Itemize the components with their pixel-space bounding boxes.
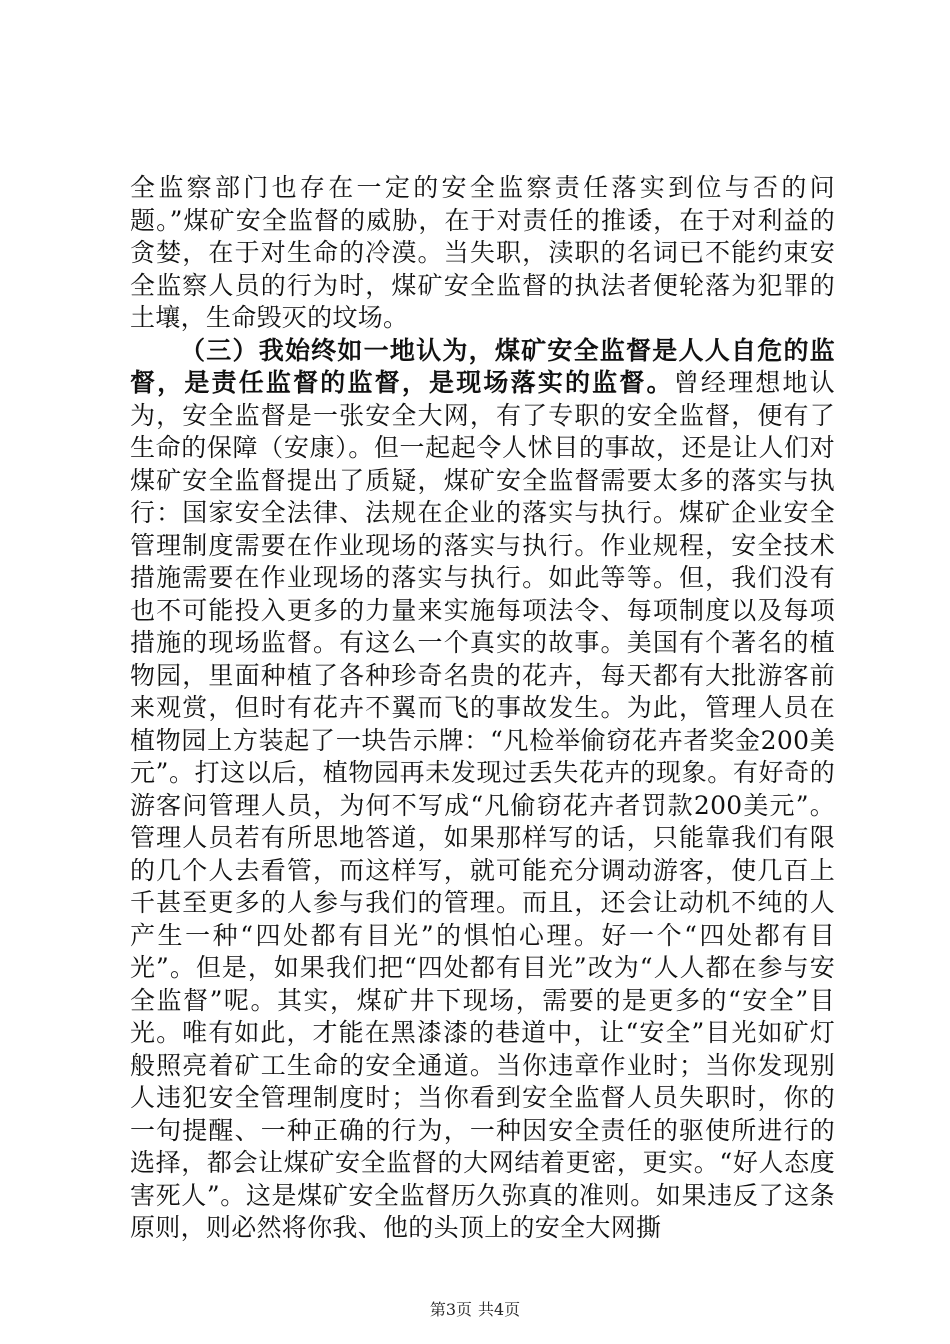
page-number: 第3页: [429, 1300, 472, 1319]
document-body: [130, 172, 835, 1245]
paragraph-1: 全监察部门也存在一定的安全监察责任落实到位与否的问题。”煤矿安全监督的威胁，在于对责任的推诿，在于对利益的贪婪，在于对生命的冷漠。当失职，渎职的名词已不能约束安全监察人员的行为时，煤矿安全监督的执法者便轮落为犯罪的土壤，生命毁灭的坟场。: [130, 173, 835, 332]
page-total: 共4页: [478, 1300, 521, 1319]
paragraph-2: [130, 335, 835, 1245]
paragraph-2-body: 曾经理想地认为，安全监督是一张安全大网，有了专职的安全监督，便有了生命的保障（安康）。但一起起令人怵目的事故，还是让人们对煤矿安全监督提出了质疑，煤矿安全监督需要太多的落实与执行：国家安全法律、法规在企业的落实与执行。煤矿企业安全管理制度需要在作业现场的落实与执行。作业规程，安全技术措施需要在作业现场的落实与执行。如此等等。但，我们没有也不可能投入更多的力量来实施每项法令、每项制度以及每项措施的现场监督。有这么一个真实的故事。美国有个著名的植物园，里面种植了各种珍奇名贵的花卉，每天都有大批游客前来观赏，但时有花卉不翼而飞的事故发生。为此，管理人员在植物园上方装起了一块告示牌：“凡检举偷窃花卉者奖金200美元”。打这以后，植物园再未发现过丢失花卉的现象。有好奇的游客问管理人员，为何不写成“凡偷窃花卉者罚款200美元”。管理人员若有所思地答道，如果那样写的话，只能靠我们有限的几个人去看管，而这样写，就可能充分调动游客，使几百上千甚至更多的人参与我们的管理。而且，还会让动机不纯的人产生一种“四处都有目光”的惧怕心理。好一个“四处都有目光”。但是，如果我们把“四处都有目光”改为“人人都在参与安全监督”呢。其实，煤矿井下现场，需要的是更多的“安全”目光。唯有如此，才能在黑漆漆的巷道中，让“安全”目光如矿灯般照亮着矿工生命的安全通道。当你违章作业时；当你发现别人违犯安全管理制度时；当你看到安全监督人员失职时，你的一句提醒、一种正确的行为，一种因安全责任的驱使所进行的选择，都会让煤矿安全监督的大网结着更密，更实。“好人态度害死人”。这是煤矿安全监督历久弥真的准则。如果违反了这条原则，则必然将你我、他的头顶上的安全大网撕: [130, 368, 835, 1242]
paragraph-2-bold-lead: （三）我始终如一地认为，煤矿安全监督是人人自危的监督，是责任监督的监督，是现场落实的监督。: [130, 335, 835, 397]
page-footer: [0, 1297, 950, 1320]
